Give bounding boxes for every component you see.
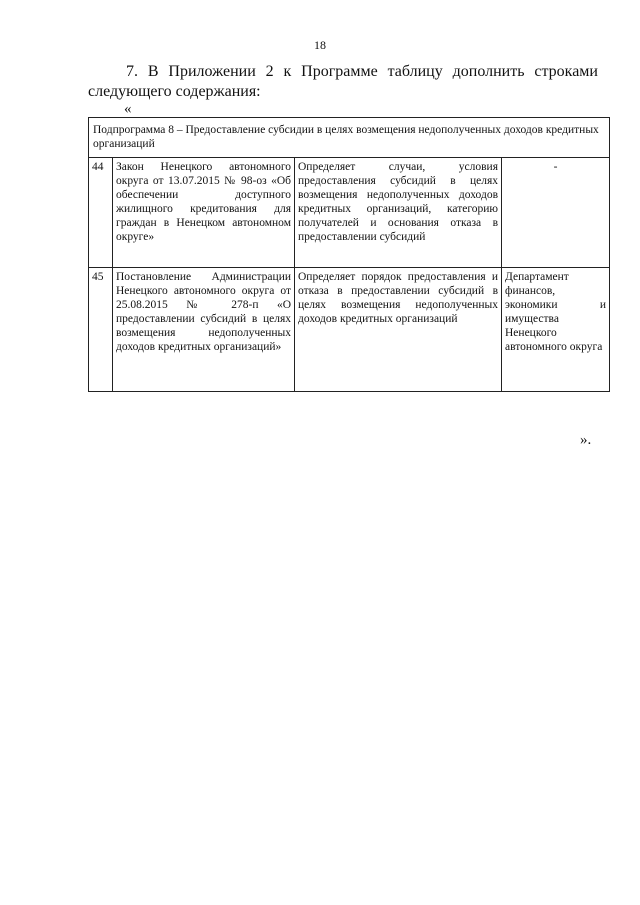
legal-document-cell: Закон Ненецкого автономного округа от 13.07.2015 № 98-оз «Об обеспечении доступного жилищного кредитования для граждан в Ненецком автономном округе» [113, 158, 295, 268]
table-subprogram-row [89, 118, 610, 158]
responsible-cell: Департамент финансов, экономики и имущества Ненецкого автономного округа [502, 268, 610, 392]
table-row [89, 158, 610, 268]
responsible-cell: - [502, 158, 610, 268]
row-number: 45 [89, 268, 113, 392]
intro-paragraph [88, 62, 598, 102]
description-cell: Определяет порядок предоставления и отказа в предоставлении субсидий в целях возмещения недополученных доходов кредитных организаций [295, 268, 502, 392]
subprogram-header: Подпрограмма 8 – Предоставление субсидии в целях возмещения недополученных доходов кредитных организаций [89, 118, 610, 158]
intro-text: 7. В Приложении 2 к Программе таблицу дополнить строками следующего содержания: [88, 63, 598, 100]
description-cell: Определяет случаи, условия предоставления субсидий в целях возмещения недополученных доходов кредитных организаций, категорию получателей и основания отказа в предоставлении субсидий [295, 158, 502, 268]
page-number: 18 [314, 38, 326, 52]
amendment-table [88, 117, 610, 392]
opening-quote: « [124, 101, 132, 117]
closing-quote: ». [580, 432, 592, 448]
legal-document-cell: Постановление Администрации Ненецкого автономного округа от 25.08.2015 № 278-п «О предоставлении субсидий в целях возмещения недополученных доходов кредитных организаций» [113, 268, 295, 392]
row-number: 44 [89, 158, 113, 268]
table-row [89, 268, 610, 392]
